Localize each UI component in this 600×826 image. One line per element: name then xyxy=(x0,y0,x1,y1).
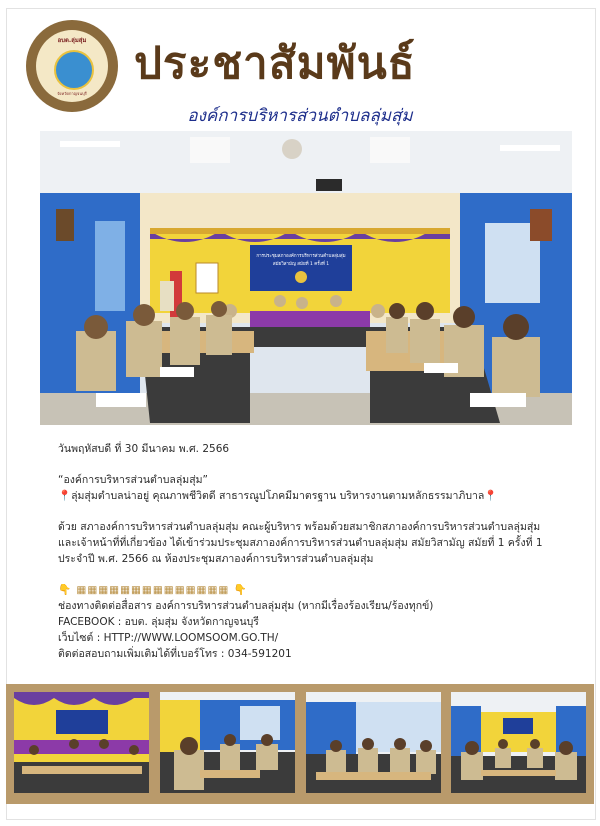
contact-phone: ติดต่อสอบถามเพิ่มเติมได้ที่เบอร์โทร : 034-591201 xyxy=(58,648,292,660)
logo-emblem-icon xyxy=(54,50,94,90)
thumbnail-photo-4 xyxy=(451,692,586,793)
page-subtitle: องค์การบริหารส่วนตำบลลุ่มสุ่ม xyxy=(187,106,413,126)
thumbnail-photo-2 xyxy=(160,692,295,793)
banner-line1: การประชุมสภาองค์การบริหารส่วนตำบลลุ่มสุ่ม xyxy=(256,254,346,259)
main-photo xyxy=(40,131,572,425)
page-title: ประชาสัมพันธ์ xyxy=(134,38,416,89)
post-tagline: 📍ลุ่มสุ่มตำบลน่าอยู่ คุณภาพชีวิตดี สาธารณูปโภคมีมาตรฐาน บริหารงานตามหลักธรรมาภิบาล📍 xyxy=(58,490,498,502)
post-paragraph-line-3: ประจำปี พ.ศ. 2566 ณ ห้องประชุมสภาองค์การบริหารส่วนตำบลลุ่มสุ่ม xyxy=(58,553,374,565)
organization-logo xyxy=(26,20,118,112)
thumbnail-photo-3 xyxy=(306,692,441,793)
post-date: วันพฤหัสบดี ที่ 30 มีนาคม พ.ศ. 2566 xyxy=(58,443,230,455)
contact-website[interactable]: เว็บไซต์ : HTTP://WWW.LOOMSOOM.GO.TH/ xyxy=(58,632,279,644)
logo-inner-ring xyxy=(36,30,108,102)
logo-text-bottom: จังหวัดกาญจนบุรี xyxy=(57,91,87,96)
meeting-room-illustration xyxy=(40,131,572,425)
post-paragraph-line-1: ด้วย สภาองค์การบริหารส่วนตำบลลุ่มสุ่ม คณะผู้บริหาร พร้อมด้วยสมาชิกสภาองค์การบริหารส่วนตำบลลุ่มสุ่ม xyxy=(58,521,541,533)
post-quote: “องค์การบริหารส่วนตำบลลุ่มสุ่ม” xyxy=(58,474,208,486)
contact-channels: ช่องทางติดต่อสื่อสาร องค์การบริหารส่วนตำบลลุ่มสุ่ม (หากมีเรื่องร้องเรียน/ร้องทุกข์) xyxy=(58,600,434,612)
contact-facebook[interactable]: FACEBOOK : อบต. ลุ่มสุ่ม จังหวัดกาญจนบุรี xyxy=(58,616,259,628)
decorative-emoji-row: 👇 ▦▦▦▦▦▦▦▦▦▦▦▦▦▦ 👇 xyxy=(58,584,248,596)
post-paragraph-line-2: และเจ้าหน้าที่ที่เกี่ยวข้อง ได้เข้าร่วมประชุมสภาองค์การบริหารส่วนตำบลลุ่มสุ่ม สมัยวิสามัญ สมัยที่ 1 ครั้งที่ 1 xyxy=(58,537,543,549)
logo-text-top: อบต.ลุ่มสุ่ม xyxy=(57,37,87,44)
banner-line2: สมัยวิสามัญ สมัยที่ 1 ครั้งที่ 1 xyxy=(272,262,330,267)
thumbnail-photo-1 xyxy=(14,692,149,793)
